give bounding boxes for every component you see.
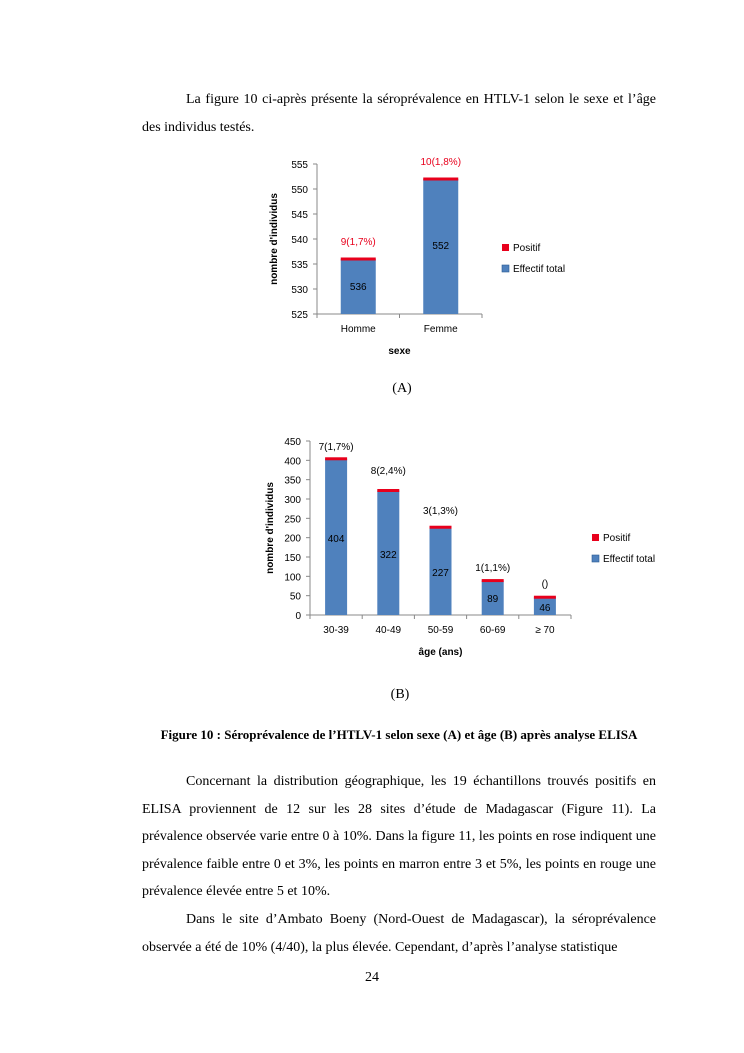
chart-b-value-label: 322	[379, 550, 397, 561]
chart-a-y-tick-label: 525	[291, 310, 308, 321]
chart-a-x-title: sexe	[388, 346, 411, 357]
chart-b-legend-total-swatch	[592, 555, 599, 562]
chart-a-y-tick-label: 530	[291, 285, 308, 296]
chart-a-y-tick-label: 545	[291, 210, 308, 221]
chart-a-value-label: 552	[432, 241, 450, 252]
chart-a-legend-total-label: Effectif total	[513, 264, 566, 275]
chart-a-y-tick-label: 550	[291, 185, 308, 196]
chart-b-y-tick-label: 250	[284, 514, 301, 526]
chart-b-y-tick-label: 150	[284, 553, 301, 564]
chart-b-y-tick-label: 100	[284, 572, 301, 584]
chart-b-y-tick-label: 350	[284, 475, 301, 487]
chart-b-y-tick-label: 300	[284, 495, 301, 506]
chart-b-positive-label: 7(1,7%)	[318, 442, 354, 453]
chart-a	[260, 150, 600, 365]
chart-a-legend-positive-label: Positif	[513, 243, 541, 254]
chart-b-positive-label: 3(1,3%)	[422, 506, 459, 517]
chart-b-positive-label: 1(1,1%)	[475, 563, 511, 574]
paragraph-distribution: Concernant la distribution géographique, les 19 échantillons trouvés positifs en ELISA proviennent de 12 sur les 28 sites d’étude de Madagascar (Figure 11). La prévalence observée varie entre 0 à 10%. Dans la figure 11, les points en rose indiquent une prévalence faible entre 0 et 3%, les points en marron entre 3 et 5%, les points en rouge une prévalence élevée entre 5 et 10%.	[142, 774, 656, 899]
chart-b-category-label: ≥ 70	[535, 625, 555, 636]
intro-paragraph: La figure 10 ci-après présente la séroprévalence en HTLV-1 selon le sexe et l’âge des individus testés.	[142, 92, 656, 135]
page-number: 24	[365, 970, 379, 985]
chart-b-positive-label: 8(2,4%)	[370, 466, 406, 477]
chart-b-y-tick-label: 450	[284, 437, 301, 448]
figure-caption: Figure 10 : Séroprévalence de l’HTLV-1 selon sexe (A) et âge (B) après analyse ELISA	[160, 727, 638, 742]
chart-b-legend-total-label: Effectif total	[603, 554, 656, 565]
chart-b-category-label: 30-39	[323, 625, 349, 636]
chart-b-y-tick-label: 400	[284, 456, 301, 468]
chart-a-y-tick-label: 535	[291, 260, 308, 271]
chart-b-legend-positive-swatch	[592, 534, 599, 541]
chart-a-y-title: nombre d'individus	[269, 193, 280, 285]
chart-b-label: (B)	[390, 687, 410, 702]
chart-b-value-label: 89	[487, 594, 499, 605]
chart-b-x-title: âge (ans)	[418, 647, 463, 658]
chart-b-value-label: 404	[327, 534, 345, 545]
chart-a-y-tick-label: 555	[291, 160, 308, 171]
chart-b-legend-positive-label: Positif	[603, 533, 631, 544]
chart-b-positive-label: ()	[541, 579, 549, 590]
chart-b-value-label: 46	[539, 603, 551, 614]
chart-a-category-label: Homme	[340, 324, 376, 335]
chart-b-y-title: nombre d'individus	[265, 482, 276, 574]
chart-b-category-label: 50-59	[427, 625, 454, 636]
chart-a-legend-positive-swatch	[502, 244, 509, 251]
chart-b-bar-positive	[482, 579, 504, 582]
chart-b-bar-positive	[430, 526, 452, 529]
chart-b-y-tick-label: 50	[289, 591, 301, 603]
chart-b-bar-positive	[325, 457, 347, 460]
chart-a-bar-positive	[423, 178, 458, 181]
chart-b-y-tick-label: 0	[295, 611, 301, 622]
chart-b-category-label: 60-69	[479, 625, 506, 636]
chart-a-label: (A)	[392, 381, 412, 396]
chart-a-value-label: 536	[349, 282, 367, 293]
paragraph-ambato: Dans le site d’Ambato Boeny (Nord-Ouest de Madagascar), la séroprévalence observée a été de 10% (4/40), la plus élevée. Cependant, d’après l’analyse statistique	[142, 912, 656, 955]
chart-b	[260, 430, 680, 665]
chart-b-bar-positive	[377, 489, 399, 492]
chart-a-positive-label: 9(1,7%)	[340, 237, 376, 248]
chart-a-bar-positive	[341, 258, 376, 261]
chart-b-category-label: 40-49	[375, 625, 402, 636]
chart-a-legend-total-swatch	[502, 265, 509, 272]
chart-a-category-label: Femme	[423, 324, 458, 335]
chart-b-bar-positive	[534, 596, 556, 599]
chart-b-y-tick-label: 200	[284, 533, 301, 545]
chart-a-positive-label: 10(1,8%)	[420, 157, 462, 168]
chart-b-value-label: 227	[432, 568, 449, 579]
chart-a-y-tick-label: 540	[291, 235, 308, 246]
